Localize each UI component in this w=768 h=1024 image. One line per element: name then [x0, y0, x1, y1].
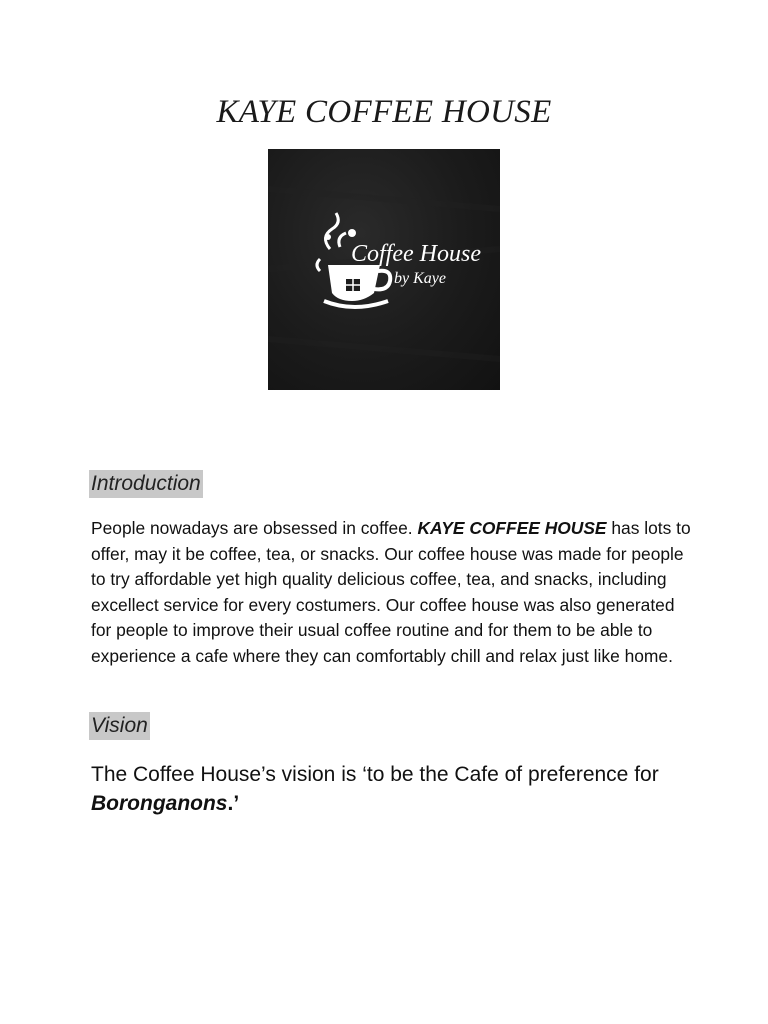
vision-emphasis: Boronganons [91, 792, 228, 815]
introduction-heading: Introduction [89, 470, 203, 498]
coffee-house-logo [268, 149, 500, 390]
document-title: KAYE COFFEE HOUSE [216, 94, 552, 130]
intro-brand: KAYE COFFEE HOUSE [417, 518, 607, 538]
introduction-paragraph [91, 516, 691, 669]
logo-text-main: Coffee House [351, 241, 481, 267]
logo-text-sub: by Kaye [394, 270, 446, 287]
intro-lead: People nowadays are obsessed in coffee. [91, 518, 418, 538]
vision-lead: The Coffee House’s vision is ‘to be the Cafe of preference for [91, 763, 659, 786]
vision-heading: Vision [89, 712, 150, 740]
coffee-cup-icon [268, 149, 500, 390]
vision-paragraph [91, 760, 691, 818]
intro-body: has lots to offer, may it be coffee, tea, or snacks. Our coffee house was made for people to try affordable yet high quality delicious coffee, tea, and snacks, including excellect service for every costumers. Our coffee house was also generated for people to improve their usual coffee routine and for them to be able to experience a cafe where they can comfortably chill and relax just like home. [91, 518, 691, 666]
vision-tail: .’ [227, 792, 240, 815]
